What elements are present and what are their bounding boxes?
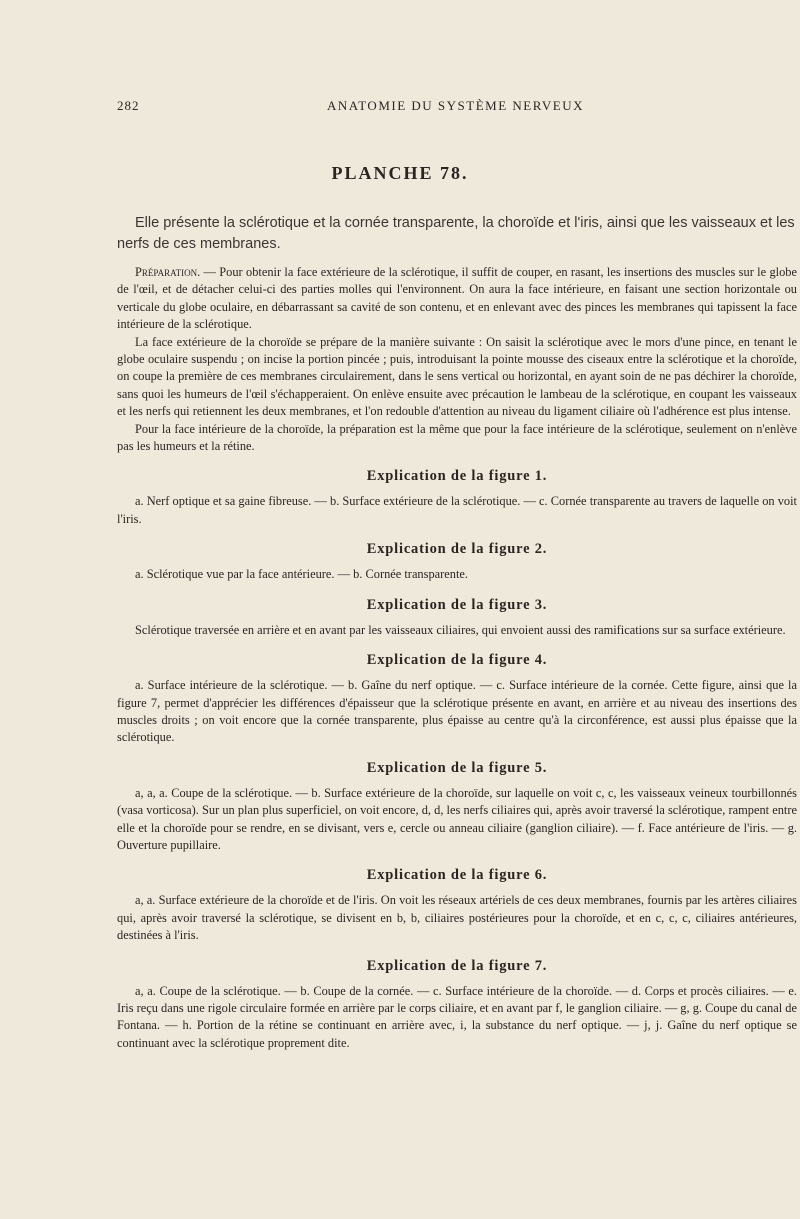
figure-7-text: a, a. Coupe de la sclérotique. — b. Coupe de la cornée. — c. Surface intérieure de la choroïde. — d. Corps et procès ciliaires. — e. Iris reçu dans une rigole circulaire formée en arrière par le corps ciliaire, et en avant par f, le ganglion ciliaire. — g, g. Coupe du canal de Fontana. — h. Portion de la rétine se continuant en arrière avec, i, la substance du nerf optique. — j, j. Gaîne du nerf optique se continuant avec la sclérotique proprement dite. — [117, 983, 797, 1050]
figure-5-heading: Explication de la figure 5. — [366, 759, 548, 776]
intro-text: Elle présente la sclérotique et la cornée transparente, la choroïde et l'iris, ainsi que les vaisseaux et les nerfs de ces membranes. — [117, 215, 795, 252]
running-title: ANATOMIE DU SYSTÈME NERVEUX — [327, 98, 584, 113]
figure-1-heading: Explication de la figure 1. — [366, 468, 548, 485]
figure-1-text: a. Nerf optique et sa gaine fibreuse. — b. Surface extérieure de la sclérotique. — c. Cornée transparente au travers de laquelle on voit l'iris. — [117, 494, 797, 526]
preparation-paragraph — [117, 264, 797, 334]
text-body — [117, 264, 797, 1052]
figure-2-heading: Explication de la figure 2. — [366, 541, 548, 558]
figure-3-text: Sclérotique traversée en arrière et en avant par les vaisseaux ciliaires, qui envoient aussi des ramifications sur sa surface extérieure. — [135, 622, 786, 637]
plate-title: PLANCHE 78. — [331, 163, 469, 183]
preparation-paragraph-3: Pour la face intérieure de la choroïde, la préparation est la même que pour la face intérieure de la sclérotique, seulement on n'enlève pas les humeurs et la rétine. — [117, 421, 797, 454]
page-number: 282 — [117, 98, 140, 113]
intro — [117, 213, 800, 255]
figure-7-heading: Explication de la figure 7. — [366, 957, 548, 974]
preparation-text-1: — Pour obtenir la face extérieure de la sclérotique, il suffit de couper, en rasant, les insertions des muscles sur le globe de l'œil, et de détacher celui-ci des parties molles qui l'environnent. On aura la face intérieure, en faisant une section horizontale ou verticale du globe oculaire, en débarrassant sa cavité de son contenu, et en enlevant avec des pinces les membranes qui tapissent la face intérieure de la sclérotique. — [117, 265, 797, 332]
figure-3-heading: Explication de la figure 3. — [366, 596, 548, 613]
figure-2-text: a. Sclérotique vue par la face antérieure. — b. Cornée transparente. — [135, 567, 469, 582]
preparation-label: Préparation. — [135, 265, 201, 279]
figure-4-text: a. Surface intérieure de la sclérotique. — b. Gaîne du nerf optique. — c. Surface intérieure de la cornée. Cette figure, ainsi que la figure 7, permet d'apprécier les différences d'épaisseur que la sclérotique présente en avant, en arrière et au niveau des insertions des muscles droits ; on voit encore que la cornée transparente, plus épaisse au centre qu'à la circonférence, est aussi plus épaisse que la sclérotique. — [117, 678, 797, 745]
figure-6-text: a, a. Surface extérieure de la choroïde et de l'iris. On voit les réseaux artériels de ces deux membranes, fournis par les artères ciliaires qui, après avoir traversé la sclérotique, se divisent en b, b, ciliaires postérieures pour la choroïde, et en c, c, c, ciliaires antérieures, destinées à l'iris. — [117, 893, 797, 943]
figure-6-heading: Explication de la figure 6. — [366, 867, 548, 884]
figure-4-heading: Explication de la figure 4. — [366, 652, 548, 669]
preparation-paragraph-2: La face extérieure de la choroïde se prépare de la manière suivante : On saisit la sclérotique avec le mors d'une pince, en tenant le globe oculaire suspendu ; on incise la portion pincée ; puis, introduisant la pointe mousse des ciseaux entre la sclérotique et la choroïde, on coupe la première de ces membranes circulairement, dans le sens vertical ou horizontal, en ayant soin de ne pas déchirer la choroïde, sans quoi les humeurs de l'œil s'échapperaient. On enlève ensuite avec précaution le lambeau de la sclérotique, en coupant les vaisseaux et les nerfs qui retiennent les deux membranes, et l'on redouble d'attention au niveau du ligament ciliaire où l'adhérence est plus intense. — [117, 334, 797, 419]
figure-5-text: a, a, a. Coupe de la sclérotique. — b. Surface extérieure de la choroïde, sur laquelle on voit c, c, les vaisseaux veineux tourbillonnés (vasa vorticosa). Sur un plan plus superficiel, on voit encore, d, d, les nerfs ciliaires qui, après avoir traversé la sclérotique, rampent entre elle et la choroïde pour se rendre, en se divisant, vers e, cercle ou anneau ciliaire (ganglion ciliaire). — f. Face antérieure de l'iris. — g. Ouverture pupillaire. — [117, 785, 797, 852]
